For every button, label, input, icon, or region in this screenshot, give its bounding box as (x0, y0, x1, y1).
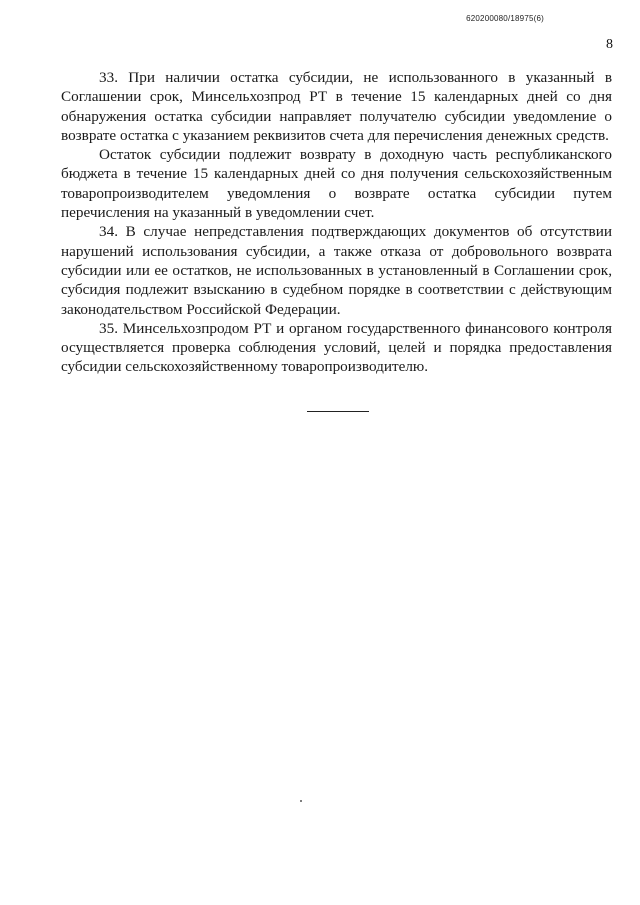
end-separator-line (307, 411, 369, 412)
paragraph-35: 35. Минсельхозпродом РТ и органом государственного финансового контроля осуществляется проверка соблюдения условий, целей и порядка предоставления субсидии сельскохозяйственному товаропроизводителю. (61, 319, 612, 376)
page-number: 8 (606, 37, 613, 52)
document-code: 620200080/18975(6) (466, 14, 544, 23)
scan-speck (300, 800, 302, 802)
paragraph-34: 34. В случае непредставления подтверждающих документов об отсутствии нарушений использования субсидии, а также отказа от добровольного возврата субсидии или ее остатков, не использованных в установленный в Соглашении срок, субсидия подлежит взысканию в судебном порядке в соответствии с действующим законодательством Российской Федерации. (61, 223, 612, 318)
paragraph-33-continued: Остаток субсидии подлежит возврату в доходную часть республиканского бюджета в течение 15 календарных дней со дня получения сельскохозяйственным товаропроизводителем уведомления о возврате остатка субсидии путем перечисления на указанный в уведомлении счет. (61, 146, 612, 222)
document-body (61, 68, 612, 377)
paragraph-33: 33. При наличии остатка субсидии, не использованного в указанный в Соглашении срок, Минсельхозпрод РТ в течение 15 календарных дней со дня обнаружения остатка субсидии направляет получателю субсидии уведомление о возврате остатка с указанием реквизитов счета для перечисления денежных средств. (61, 69, 612, 144)
